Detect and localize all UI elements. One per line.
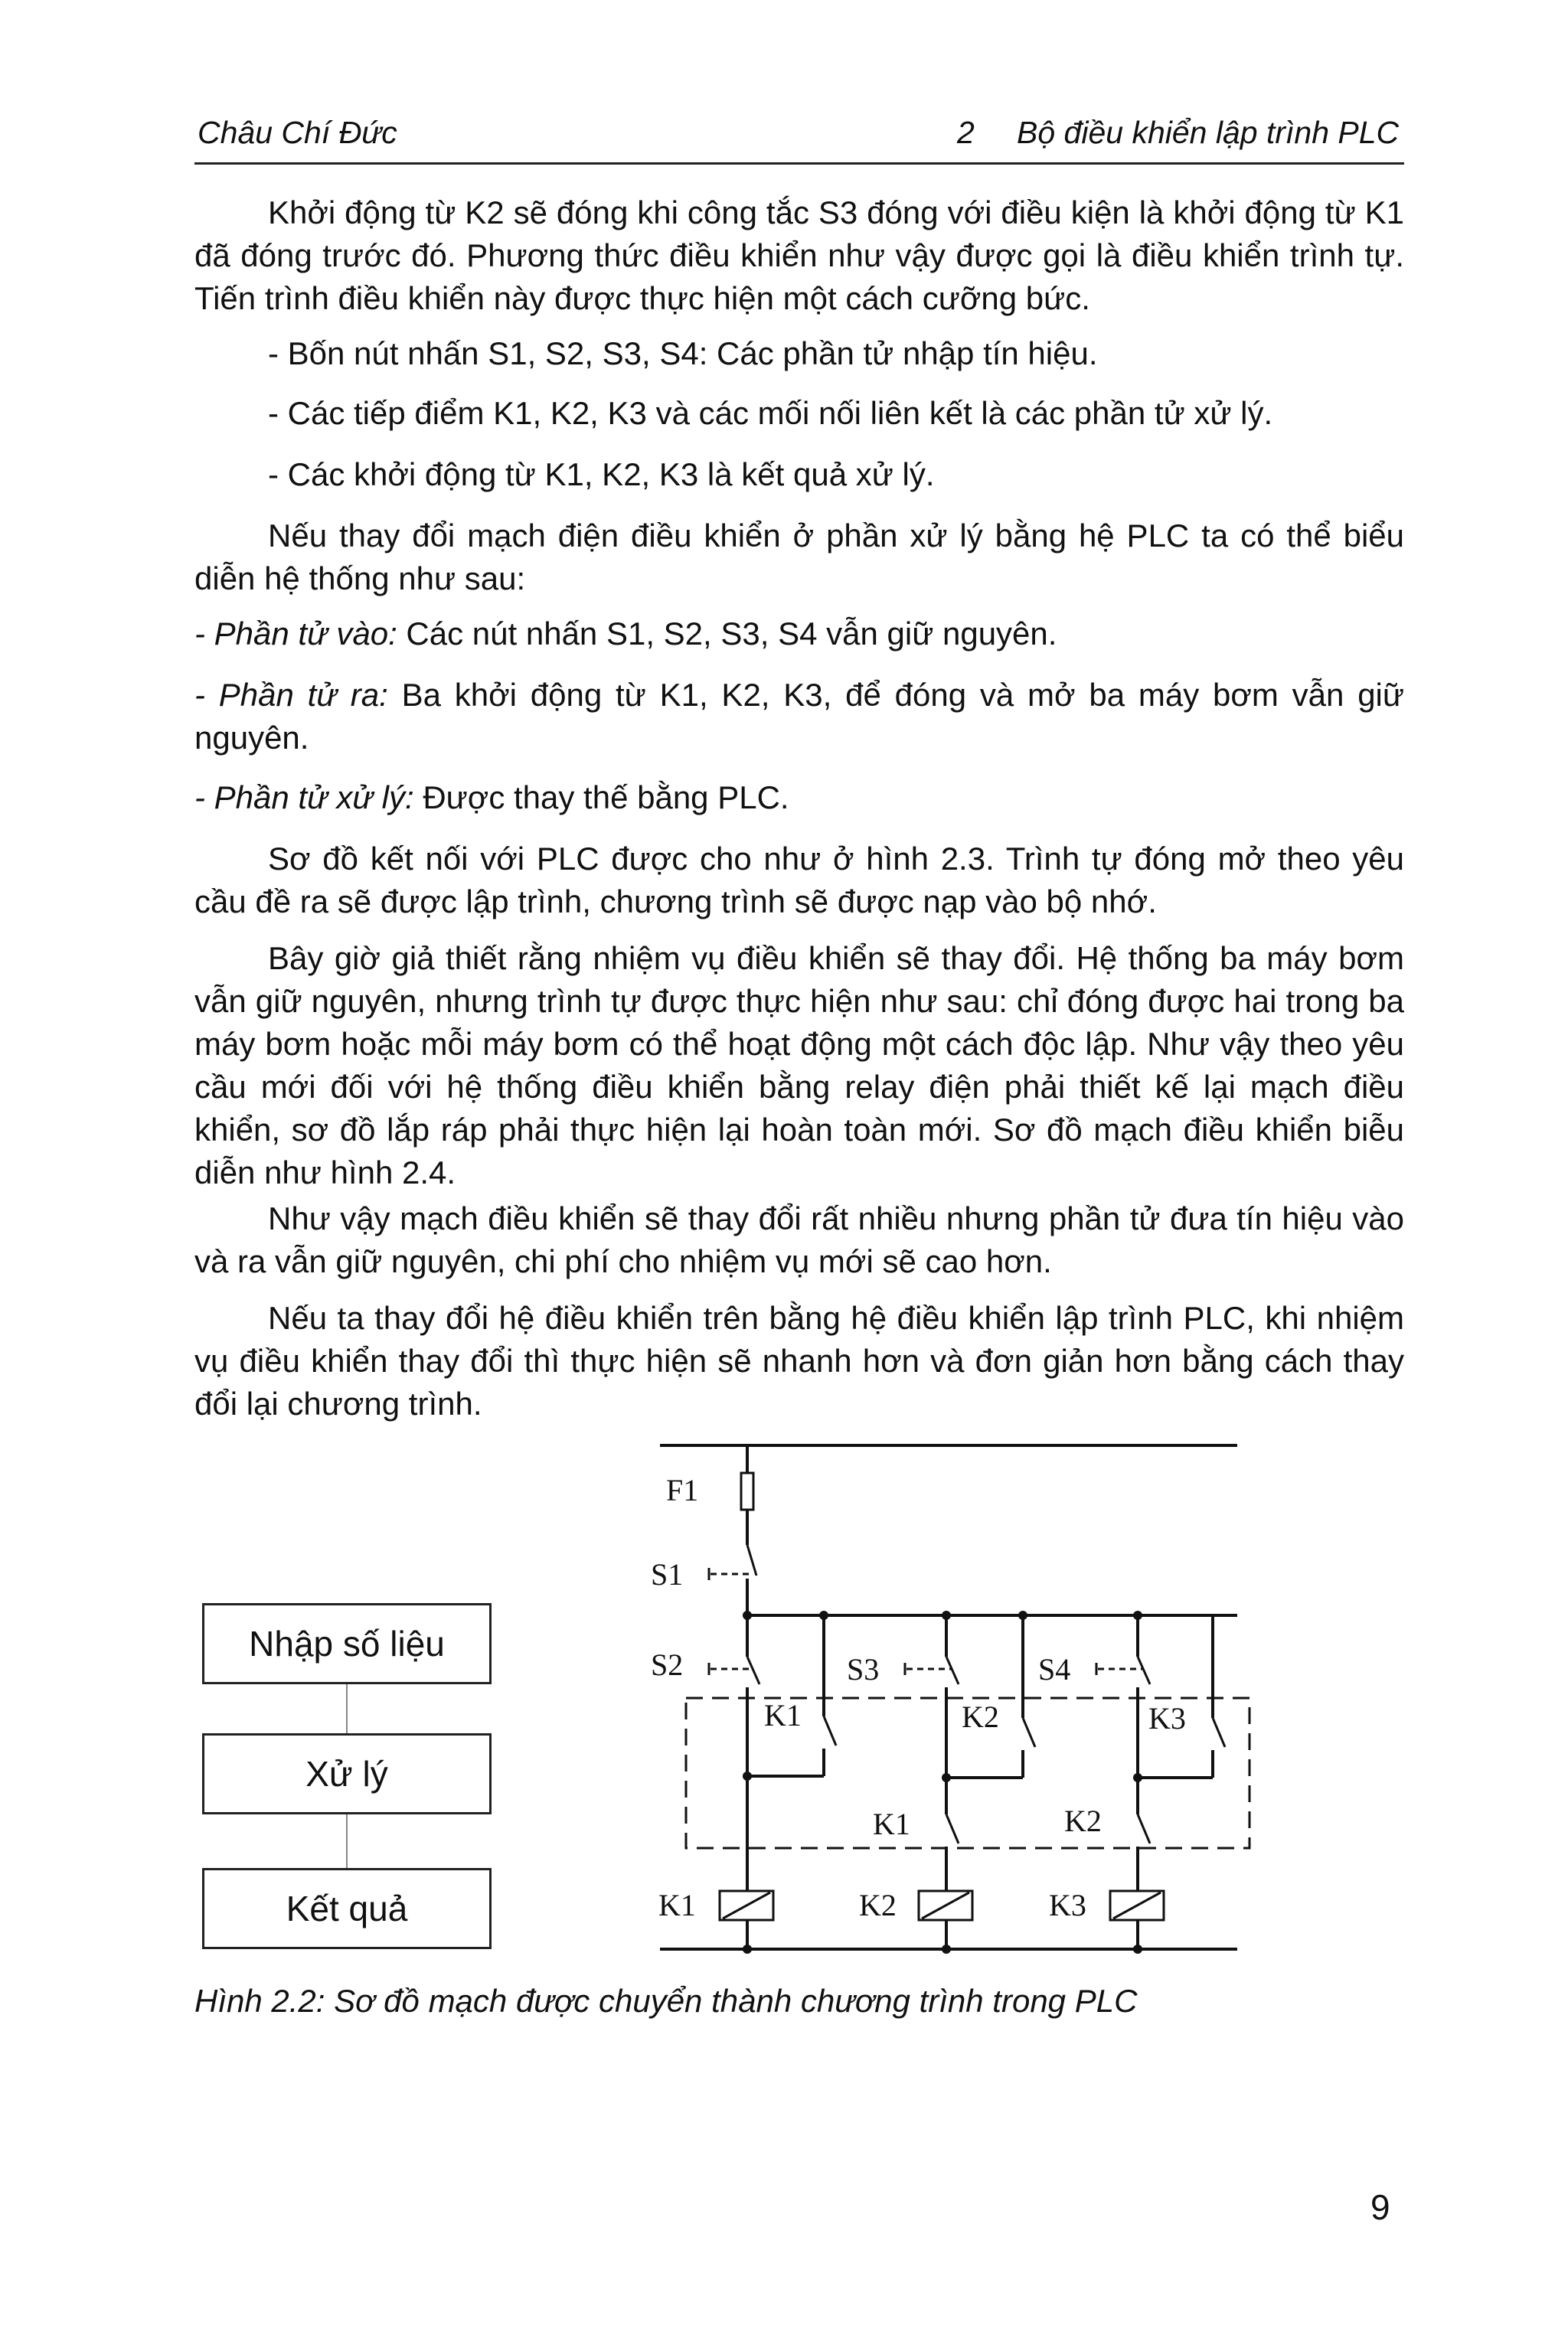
label-s4: S4	[1038, 1652, 1071, 1687]
header-author: Châu Chí Đức	[198, 115, 397, 150]
switch-s1	[747, 1545, 756, 1576]
paragraph-3: Sơ đồ kết nối với PLC được cho như ở hình 2.3. Trình tự đóng mở theo yêu cầu đề ra sẽ được lập trình, chương trình sẽ được nạp vào bộ nhớ.	[194, 841, 1404, 919]
label-fuse: F1	[666, 1473, 699, 1507]
figure-caption: Hình 2.2: Sơ đồ mạch được chuyển thành chương trình trong PLC	[194, 1983, 1138, 2019]
paragraph-1: Khởi động từ K2 sẽ đóng khi công tắc S3 đóng với điều kiện là khởi động từ K1 đã đóng trước đó. Phương thức điều khiển như vậy được gọi là điều khiển trình tự. Tiến trình điều khiển này được thực hiện một cách cưỡng bức.	[194, 194, 1404, 316]
block-process: Xử lý	[202, 1733, 492, 1814]
bullet-2: - Các tiếp điểm K1, K2, K3 và các mối nối liên kết là các phần tử xử lý.	[268, 395, 1273, 431]
block-result: Kết quả	[202, 1868, 492, 1949]
contact-k2-holding	[1023, 1718, 1035, 1747]
label-s2: S2	[651, 1648, 684, 1682]
paragraph-6: Nếu ta thay đổi hệ điều khiển trên bằng hệ điều khiển lập trình PLC, khi nhiệm vụ điều khiển thay đổi thì thực hiện sẽ nhanh hơn và đơn giản hơn bằng cách thay đổi lại chương trình.	[194, 1300, 1404, 1422]
label-interlock-k2: K2	[1064, 1804, 1102, 1838]
header-chapter-number: 2	[957, 115, 975, 150]
contact-k2-interlock	[1138, 1814, 1150, 1843]
block-input: Nhập số liệu	[202, 1603, 492, 1684]
contact-k1-interlock	[946, 1814, 959, 1843]
paragraph-4: Bây giờ giả thiết rằng nhiệm vụ điều khiển sẽ thay đổi. Hệ thống ba máy bơm vẫn giữ nguyên, nhưng trình tự được thực hiện như sau: chỉ đóng được hai trong ba máy bơm hoặc mỗi máy bơm có thể hoạt động một cách độc lập. Như vậy theo yêu cầu mới đối với hệ thống điều khiển bằng relay điện phải thiết kế lại mạch điều khiển, sơ đồ lắp ráp phải thực hiện lại hoàn toàn mới. Sơ đồ mạch điều khiển biễu diễn như hình 2.4.	[194, 940, 1404, 1190]
label-coil-k2: K2	[859, 1888, 897, 1922]
label-coil-k3: K3	[1049, 1888, 1086, 1922]
item-output-text: Ba khởi động từ K1, K2, K3, để đóng và mở ba máy bơm vẫn giữ nguyên.	[194, 677, 1405, 756]
item-output-label: - Phần tử ra:	[194, 677, 388, 713]
label-contact-k2: K2	[962, 1700, 999, 1734]
contact-k3-holding	[1213, 1718, 1225, 1747]
label-s1: S1	[651, 1557, 684, 1592]
label-contact-k1: K1	[764, 1698, 802, 1732]
switch-s3	[946, 1657, 959, 1684]
item-input-text: Các nút nhấn S1, S2, S3, S4 vẫn giữ nguyên.	[397, 616, 1057, 651]
paragraph-5: Như vậy mạch điều khiển sẽ thay đổi rất nhiều nhưng phần tử đưa tín hiệu vào và ra vẫn giữ nguyên, chi phí cho nhiệm vụ mới sẽ cao hơn.	[194, 1200, 1404, 1279]
item-input-label: - Phần tử vào:	[194, 616, 397, 651]
fuse-symbol	[741, 1473, 753, 1510]
item-process-label: - Phần tử xử lý:	[194, 779, 414, 815]
paragraph-2: Nếu thay đổi mạch điện điều khiển ở phần xử lý bằng hệ PLC ta có thể biểu diễn hệ thống như sau:	[194, 518, 1404, 596]
label-s3: S3	[847, 1652, 880, 1687]
contact-k1-holding	[824, 1716, 836, 1745]
switch-s4	[1138, 1657, 1150, 1684]
bullet-3: - Các khởi động từ K1, K2, K3 là kết quả xử lý.	[268, 456, 935, 492]
bullet-1: - Bốn nút nhấn S1, S2, S3, S4: Các phần tử nhập tín hiệu.	[268, 335, 1098, 371]
label-coil-k1: K1	[658, 1888, 696, 1922]
page-number: 9	[1370, 2187, 1390, 2227]
label-interlock-k1: K1	[873, 1807, 910, 1841]
item-process-text: Được thay thế bằng PLC.	[413, 779, 789, 815]
label-contact-k3: K3	[1148, 1701, 1186, 1736]
header-chapter-title: Bộ điều khiển lập trình PLC	[1017, 115, 1400, 150]
switch-s2	[747, 1657, 760, 1684]
